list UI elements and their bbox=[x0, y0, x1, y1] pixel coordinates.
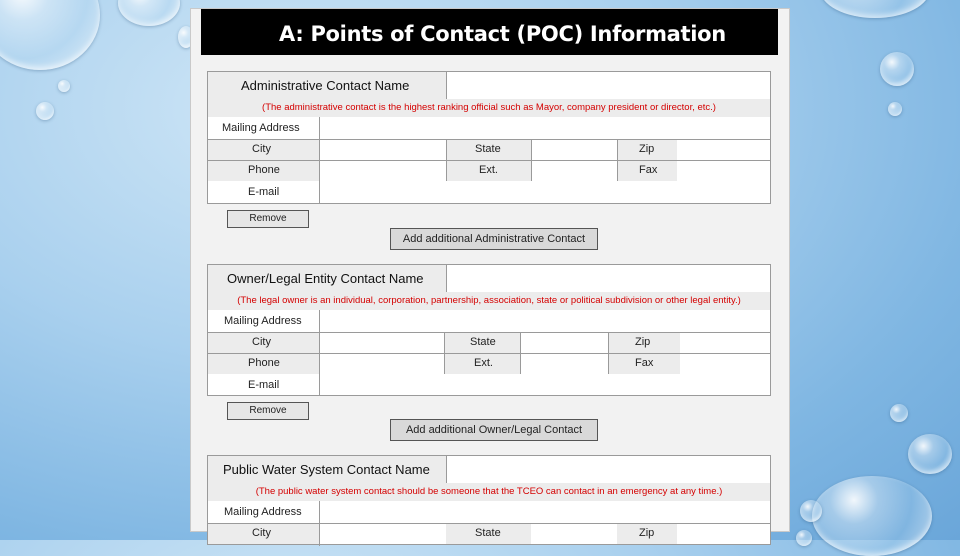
pws-contact-block bbox=[207, 455, 771, 545]
form-sheet bbox=[190, 8, 790, 539]
city-label: City bbox=[208, 524, 319, 544]
mailing-address-label: Mailing Address bbox=[224, 506, 302, 518]
city-field[interactable] bbox=[320, 140, 446, 160]
city-label: City bbox=[208, 140, 319, 160]
water-drop bbox=[118, 0, 180, 26]
add-admin-contact-button[interactable]: Add additional Administrative Contact bbox=[390, 228, 598, 250]
admin-contact-block bbox=[207, 71, 771, 204]
mailing-address-label: Mailing Address bbox=[224, 315, 302, 327]
ext-field[interactable] bbox=[520, 354, 608, 374]
water-drop bbox=[812, 476, 932, 556]
mailing-address-field[interactable] bbox=[319, 310, 771, 332]
state-label: State bbox=[446, 524, 531, 544]
owner-contact-note: (The legal owner is an individual, corporation, partnership, association, state or political subdivision or other legal entity.) bbox=[208, 292, 770, 310]
admin-contact-name-label: Administrative Contact Name bbox=[208, 72, 446, 99]
pws-contact-name-label: Public Water System Contact Name bbox=[208, 456, 446, 483]
state-label: State bbox=[446, 140, 531, 160]
water-drop bbox=[880, 52, 914, 86]
state-field[interactable] bbox=[520, 333, 608, 353]
remove-admin-button[interactable]: Remove bbox=[227, 210, 309, 228]
zip-label: Zip bbox=[617, 140, 677, 160]
email-label: E-mail bbox=[248, 186, 280, 198]
city-field[interactable] bbox=[320, 333, 444, 353]
admin-contact-name-field[interactable] bbox=[447, 72, 771, 99]
water-drop bbox=[796, 530, 812, 546]
water-drop bbox=[800, 500, 822, 522]
owner-contact-name-label: Owner/Legal Entity Contact Name bbox=[208, 265, 446, 292]
mailing-address-label: Mailing Address bbox=[222, 122, 300, 134]
state-field[interactable] bbox=[531, 140, 617, 160]
email-label: E-mail bbox=[248, 379, 280, 391]
mailing-address-field[interactable] bbox=[319, 117, 771, 139]
remove-owner-button[interactable]: Remove bbox=[227, 402, 309, 420]
add-owner-contact-button[interactable]: Add additional Owner/Legal Contact bbox=[390, 419, 598, 441]
owner-contact-name-field[interactable] bbox=[447, 265, 771, 292]
pws-contact-note: (The public water system contact should be someone that the TCEO can contact in an emergency at any time.) bbox=[208, 483, 770, 501]
mailing-address-field[interactable] bbox=[319, 501, 771, 523]
fax-label: Fax bbox=[617, 161, 677, 181]
water-drop bbox=[36, 102, 54, 120]
phone-field[interactable] bbox=[320, 161, 446, 181]
city-label: City bbox=[208, 333, 319, 353]
fax-label: Fax bbox=[608, 354, 680, 374]
water-drop bbox=[890, 404, 908, 422]
water-drop bbox=[888, 102, 902, 116]
ext-label: Ext. bbox=[446, 161, 531, 181]
owner-contact-block bbox=[207, 264, 771, 396]
water-drop bbox=[820, 0, 930, 18]
phone-field[interactable] bbox=[320, 354, 444, 374]
ext-field[interactable] bbox=[531, 161, 617, 181]
form-title: A: Points of Contact (POC) Information bbox=[201, 9, 778, 55]
state-label: State bbox=[444, 333, 520, 353]
water-drop bbox=[0, 0, 100, 70]
zip-label: Zip bbox=[608, 333, 680, 353]
pws-contact-name-field[interactable] bbox=[447, 456, 771, 483]
water-drop bbox=[58, 80, 70, 92]
zip-label: Zip bbox=[617, 524, 677, 544]
ext-label: Ext. bbox=[444, 354, 520, 374]
water-drop bbox=[908, 434, 952, 474]
phone-label: Phone bbox=[208, 354, 319, 374]
email-field[interactable] bbox=[320, 375, 771, 396]
phone-label: Phone bbox=[208, 161, 319, 181]
admin-contact-note: (The administrative contact is the highest ranking official such as Mayor, company president or director, etc.) bbox=[208, 99, 770, 117]
email-field[interactable] bbox=[320, 182, 771, 204]
